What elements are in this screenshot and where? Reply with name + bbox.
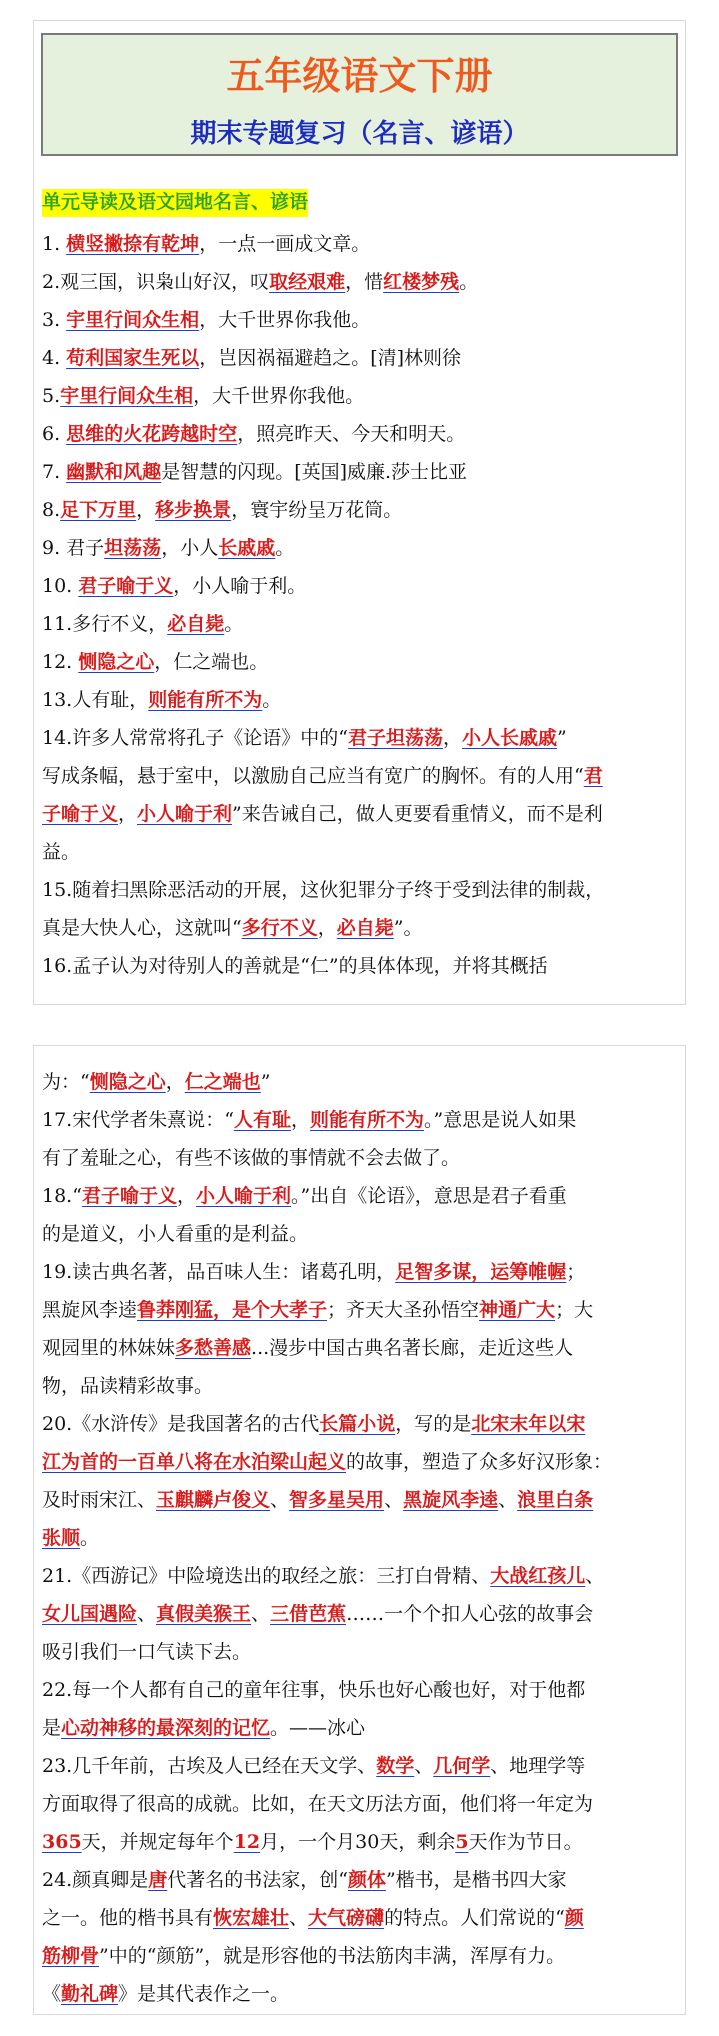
key-phrase: 君子坦荡荡	[347, 727, 443, 749]
line-text: 3.	[42, 309, 67, 331]
key-phrase: 大战红孩儿	[490, 1565, 586, 1587]
key-phrase: 鲁莽刚猛，是个大孝子	[137, 1299, 328, 1321]
key-phrase: 足下万里	[60, 499, 137, 521]
text-line	[42, 681, 677, 719]
text-line	[42, 263, 677, 301]
line-text: 有了羞耻之心，有些不该做的事情就不会去做了。	[42, 1147, 461, 1169]
key-phrase: 必自毙	[336, 917, 394, 939]
key-phrase: 恢宏雄壮	[213, 1907, 290, 1929]
line-text: ，	[118, 803, 138, 825]
key-phrase: 君子喻于义	[81, 1185, 177, 1207]
document-page-1	[33, 20, 686, 1005]
line-text: ”	[556, 727, 567, 749]
line-text: ，	[165, 1071, 185, 1093]
line-text: ”来告诫自己，做人更要看重情义，而不是利	[232, 803, 603, 825]
text-line	[42, 491, 677, 529]
document-page-2	[33, 1045, 686, 2015]
line-text: 为：“	[42, 1071, 90, 1093]
key-phrase: 则能有所不为	[309, 1109, 424, 1131]
key-phrase: 必自毙	[167, 613, 225, 635]
key-phrase: 多行不义	[241, 917, 318, 939]
text-line	[42, 1671, 677, 1709]
line-text: ，小人喻于利。	[173, 575, 307, 597]
line-text: 写成条幅，悬于室中，以激励自己应当有宽广的胸怀。有的人用“	[42, 765, 584, 787]
line-text: ，	[442, 727, 462, 749]
key-phrase: 苟利国家生死以	[66, 347, 200, 369]
key-phrase: 恻隐之心	[78, 651, 155, 673]
key-phrase: 恻隐之心	[89, 1071, 166, 1093]
key-phrase: 唐	[148, 1869, 168, 1891]
line-text: 。	[262, 689, 282, 711]
text-line	[42, 1899, 677, 1937]
line-text: ，大千世界你我他。	[199, 309, 371, 331]
key-phrase: 勤礼碑	[61, 1983, 119, 2005]
line-text: 22.每一个人都有自己的童年往事，快乐也好心酸也好，对于他都	[42, 1679, 586, 1701]
line-text: ，岂因祸福避趋之。[清]林则徐	[199, 347, 462, 369]
key-phrase: 北宋末年以宋	[471, 1413, 586, 1435]
key-phrase: 智多星吴用	[289, 1489, 385, 1511]
key-phrase: 子喻于义	[42, 803, 119, 825]
line-text: 11.多行不义，	[42, 613, 168, 635]
line-text: 8.	[42, 499, 61, 521]
key-phrase: 移步换景	[155, 499, 232, 521]
text-line	[42, 757, 677, 795]
line-text: ，写的是	[395, 1413, 472, 1435]
line-text: ，	[290, 1109, 310, 1131]
key-phrase: 小人喻于利	[195, 1185, 291, 1207]
key-phrase: 宇里行间众生相	[66, 309, 200, 331]
text-line	[42, 225, 677, 263]
key-phrase: 三借芭蕉	[270, 1603, 347, 1625]
text-line	[42, 1253, 677, 1291]
text-line	[42, 567, 677, 605]
line-text: ”中的“颜筋”，就是形容他的书法筋肉丰满，浑厚有力。	[99, 1945, 566, 1967]
line-text: 是智慧的闪现。[英国]威廉.莎士比亚	[161, 461, 468, 483]
line-text: 、	[414, 1755, 434, 1777]
text-line	[42, 301, 677, 339]
line-text: ，仁之端也。	[154, 651, 269, 673]
key-phrase: 长戚戚	[218, 537, 276, 559]
line-text: 1.	[42, 233, 67, 255]
line-text: ”楷书，是楷书四大家	[385, 1869, 567, 1891]
key-phrase: 真假美猴王	[156, 1603, 252, 1625]
key-phrase: 仁之端也	[184, 1071, 261, 1093]
line-text: 的特点。人们常说的“	[384, 1907, 565, 1929]
line-text: ，寰宇纷呈万花筒。	[231, 499, 403, 521]
line-text: ”	[260, 1071, 271, 1093]
line-text: 天，并规定每年个	[81, 1831, 234, 1853]
line-text: ，	[317, 917, 337, 939]
text-line	[42, 1177, 677, 1215]
text-line	[42, 453, 677, 491]
line-text: 14.许多人常常将孔子《论语》中的“	[42, 727, 348, 749]
key-phrase: 红楼梦残	[383, 271, 460, 293]
line-text: 益。	[42, 841, 81, 863]
text-line	[42, 1861, 677, 1899]
text-line	[42, 947, 677, 985]
key-phrase: 取经艰难	[269, 271, 346, 293]
key-phrase: 心动神移的最深刻的记忆	[61, 1717, 271, 1739]
text-line	[42, 339, 677, 377]
text-line	[42, 643, 677, 681]
line-text: 7.	[42, 461, 67, 483]
key-phrase: 大气磅礴	[308, 1907, 385, 1929]
text-line	[42, 1139, 677, 1177]
text-line	[42, 1215, 677, 1253]
line-text: ……一个个扣人心弦的故事会	[346, 1603, 594, 1625]
line-text: 方面取得了很高的成就。比如，在天文历法方面，他们将一年定为	[42, 1793, 594, 1815]
key-phrase: 黑旋风李逵	[403, 1489, 499, 1511]
line-text: 6.	[42, 423, 67, 445]
line-text: ...漫步中国古典名著长廊，走近这些人	[251, 1337, 574, 1359]
line-text: ，	[136, 499, 156, 521]
key-phrase: 张顺	[42, 1527, 81, 1549]
key-phrase: 则能有所不为	[148, 689, 263, 711]
line-text: ，惜	[345, 271, 384, 293]
line-text: 。——冰心	[270, 1717, 366, 1739]
line-text: 、	[270, 1489, 290, 1511]
line-text: 4.	[42, 347, 67, 369]
text-line	[42, 605, 677, 643]
line-text: 黑旋风李逵	[42, 1299, 138, 1321]
text-line	[42, 1785, 677, 1823]
line-text: ；大	[555, 1299, 594, 1321]
line-text: 12.	[42, 651, 79, 673]
line-text: 17.宋代学者朱熹说：“	[42, 1109, 234, 1131]
key-phrase: 江为首的一百单八将在水泊梁山起义	[42, 1451, 347, 1473]
line-text: 是	[42, 1717, 62, 1739]
line-text: ，小人	[161, 537, 219, 559]
line-text: 5.	[42, 385, 61, 407]
key-phrase: 颜	[564, 1907, 584, 1929]
page-subtitle: 期末专题复习（名言、谚语）	[190, 119, 529, 149]
key-phrase: 多愁善感	[175, 1337, 252, 1359]
text-line	[42, 871, 677, 909]
line-text: 的是道义，小人看重的是利益。	[42, 1223, 309, 1245]
line-text: ，	[176, 1185, 196, 1207]
line-text: 15.随着扫黑除恶活动的开展，这伙犯罪分子终于受到法律的制裁，	[42, 879, 605, 901]
text-line	[42, 415, 677, 453]
line-text: 观园里的林妹妹	[42, 1337, 176, 1359]
title-box	[41, 33, 678, 156]
text-line	[42, 1747, 677, 1785]
key-phrase: 思维的火花跨越时空	[66, 423, 238, 445]
line-text: 及时雨宋江、	[42, 1489, 157, 1511]
line-text: ，大千世界你我他。	[193, 385, 365, 407]
line-text: 》是其代表作之一。	[118, 1983, 290, 2005]
line-text: 23.几千年前，古埃及人已经在天文学、	[42, 1755, 377, 1777]
text-line	[42, 909, 677, 947]
page-title: 五年级语文下册	[226, 54, 493, 98]
line-text: 。”意思是说人如果	[423, 1109, 577, 1131]
key-phrase: 小人喻于利	[137, 803, 233, 825]
key-phrase: 君	[583, 765, 603, 787]
line-text: 吸引我们一口气读下去。	[42, 1641, 252, 1663]
text-line	[42, 1937, 677, 1975]
key-phrase: 数学	[376, 1755, 415, 1777]
text-line	[42, 1519, 677, 1557]
key-phrase: 几何学	[433, 1755, 491, 1777]
line-text: 2.观三国，识枭山好汉，叹	[42, 271, 270, 293]
line-text: 、	[498, 1489, 518, 1511]
line-text: 。	[459, 271, 479, 293]
key-phrase: 365	[42, 1831, 82, 1853]
key-phrase: 横竖撇捺有乾坤	[66, 233, 200, 255]
line-text: 、	[137, 1603, 157, 1625]
text-line	[42, 1443, 677, 1481]
line-text: 24.颜真卿是	[42, 1869, 149, 1891]
line-text: 代著名的书法家，创“	[167, 1869, 348, 1891]
text-line	[42, 1823, 677, 1861]
text-line	[42, 1405, 677, 1443]
line-text: 13.人有耻，	[42, 689, 149, 711]
line-text: 、	[289, 1907, 309, 1929]
key-phrase: 神通广大	[479, 1299, 556, 1321]
line-text: ”。	[393, 917, 423, 939]
text-line	[42, 1633, 677, 1671]
line-text: 。	[275, 537, 295, 559]
page1-content	[42, 189, 677, 985]
text-line	[42, 1329, 677, 1367]
line-text: 天作为节日。	[468, 1831, 583, 1853]
line-text: 、	[251, 1603, 271, 1625]
line-text: 之一。他的楷书具有	[42, 1907, 214, 1929]
key-phrase: 幽默和风趣	[66, 461, 162, 483]
key-phrase: 长篇小说	[319, 1413, 396, 1435]
line-text: 月，一个月30天，剩余	[260, 1831, 456, 1853]
line-text: 真是大快人心，这就叫“	[42, 917, 242, 939]
text-line	[42, 377, 677, 415]
key-phrase: 玉麒麟卢俊义	[156, 1489, 271, 1511]
text-line	[42, 1367, 677, 1405]
key-phrase: 女儿国遇险	[42, 1603, 138, 1625]
line-text: 。	[80, 1527, 100, 1549]
key-phrase: 坦荡荡	[104, 537, 162, 559]
line-text: 的故事，塑造了众多好汉形象：	[346, 1451, 613, 1473]
text-line	[42, 1595, 677, 1633]
text-line	[42, 1709, 677, 1747]
line-text: 《	[42, 1983, 62, 2005]
line-text: 、	[384, 1489, 404, 1511]
text-line	[42, 719, 677, 757]
text-line	[42, 795, 677, 833]
key-phrase: 浪里白条	[517, 1489, 594, 1511]
key-phrase: 5	[455, 1831, 469, 1853]
text-line	[42, 529, 677, 567]
page2-content	[42, 1063, 677, 2013]
line-text: ；齐天大圣孙悟空	[327, 1299, 480, 1321]
line-text: 。”出自《论语》，意思是君子看重	[290, 1185, 567, 1207]
line-text: 21.《西游记》中险境迭出的取经之旅：三打白骨精、	[42, 1565, 491, 1587]
line-text: 10.	[42, 575, 79, 597]
line-text: 18.“	[42, 1185, 82, 1207]
key-phrase: 颜体	[347, 1869, 386, 1891]
key-phrase: 小人长戚戚	[461, 727, 557, 749]
line-text: 16.孟子认为对待别人的善就是“仁”的具体体现，并将其概括	[42, 955, 548, 977]
line-text: 。	[224, 613, 244, 635]
line-text: ；	[566, 1261, 586, 1283]
text-line	[42, 1291, 677, 1329]
text-line	[42, 833, 677, 871]
line-text: 20.《水浒传》是我国著名的古代	[42, 1413, 320, 1435]
key-phrase: 足智多谋，运筹帷幄	[395, 1261, 567, 1283]
line-text: 、	[585, 1565, 605, 1587]
line-text: 9. 君子	[42, 537, 105, 559]
line-text: 、地理学等	[490, 1755, 586, 1777]
key-phrase: 宇里行间众生相	[60, 385, 194, 407]
line-text: 19.读古典名著，品百味人生：诸葛孔明，	[42, 1261, 396, 1283]
line-text: 物，品读精彩故事。	[42, 1375, 214, 1397]
text-line	[42, 1101, 677, 1139]
line-text: ，一点一画成文章。	[199, 233, 371, 255]
key-phrase: 人有耻	[233, 1109, 291, 1131]
text-line	[42, 1975, 677, 2013]
text-line	[42, 1481, 677, 1519]
key-phrase: 筋柳骨	[42, 1945, 100, 1967]
text-line	[42, 1063, 677, 1101]
line-text: ，照亮昨天、今天和明天。	[237, 423, 466, 445]
key-phrase: 君子喻于义	[78, 575, 174, 597]
text-line	[42, 1557, 677, 1595]
key-phrase: 12	[233, 1831, 261, 1853]
section-heading: 单元导读及语文园地名言、谚语	[42, 189, 308, 217]
